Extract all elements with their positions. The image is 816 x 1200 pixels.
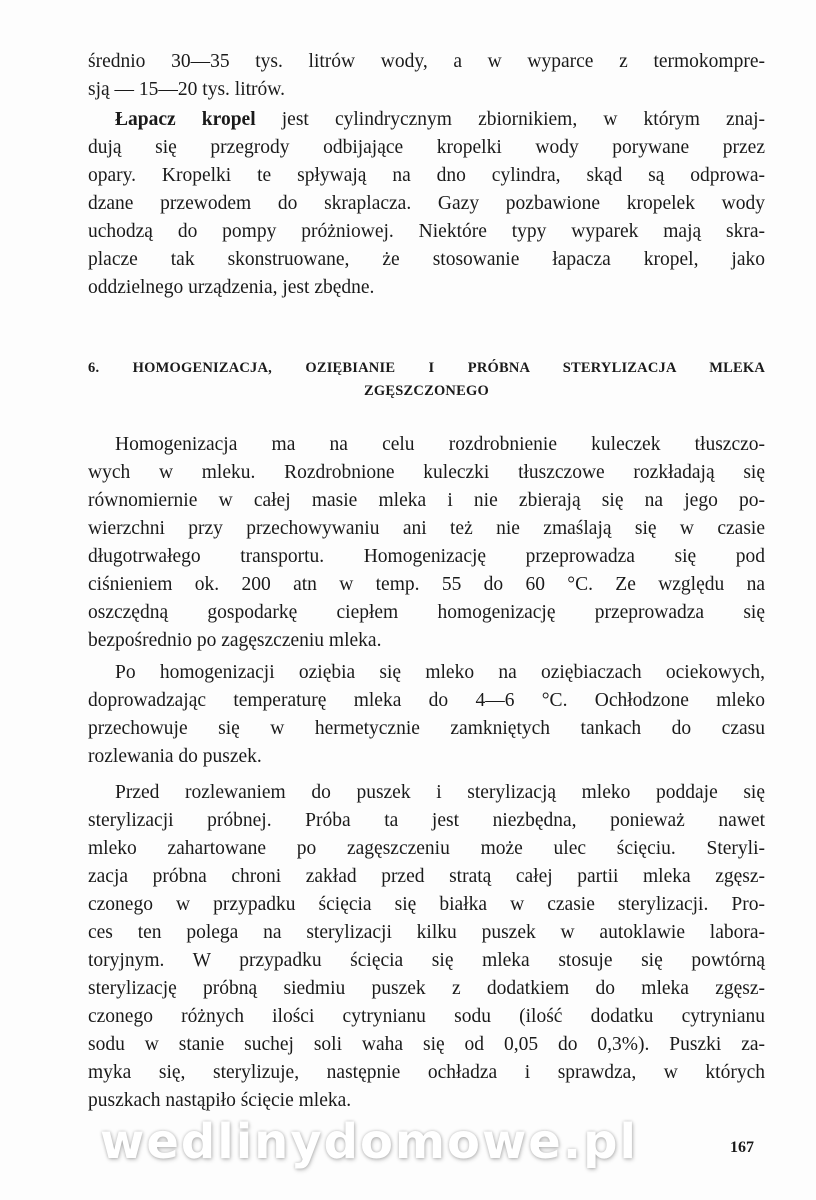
text-line: dzane przewodem do skraplacza. Gazy pozbawione kropelek wody (88, 193, 765, 214)
text-line: długotrwałego transportu. Homogenizację przeprowadza się pod (88, 546, 765, 567)
paragraph-cooling (88, 659, 765, 771)
text-line: doprowadzając temperaturę mleka do 4—6 °C. Ochłodzone mleko (88, 690, 765, 711)
text-line: uchodzą do pompy próżniowej. Niektóre typy wyparek mają skra- (88, 221, 765, 242)
heading-line: 6. HOMOGENIZACJA, OZIĘBIANIE I PRÓBNA STERYLIZACJA MLEKA (88, 360, 765, 376)
text-line: czonego w przypadku ścięcia się białka w czasie sterylizacji. Pro- (88, 894, 765, 915)
text-line: Po homogenizacji oziębia się mleko na oziębiaczach ociekowych, (115, 662, 765, 683)
text-line: sterylizację próbną siedmiu puszek z dodatkiem do mleka zgęsz- (88, 978, 765, 999)
text-line: rozlewania do puszek. (88, 746, 262, 767)
text-line: bezpośrednio po zagęszczeniu mleka. (88, 630, 382, 651)
text-line: równomiernie w całej masie mleka i nie zbierają się na jego po- (88, 490, 765, 511)
text-line: sją — 15—20 tys. litrów. (88, 79, 285, 100)
text-line: ces ten polega na sterylizacji kilku puszek w autoklawie labora- (88, 922, 765, 943)
paragraph-homogenization (88, 431, 765, 655)
watermark: wedlinydomowe.pl (100, 1114, 638, 1170)
text-line: wierzchni przy przechowywaniu ani też nie zmaślają się w czasie (88, 518, 765, 539)
text-line: średnio 30—35 tys. litrów wody, a w wyparce z termokompre- (88, 51, 765, 72)
page-number: 167 (730, 1139, 754, 1156)
text-line: Przed rozlewaniem do puszek i sterylizacją mleko poddaje się (115, 782, 765, 803)
section-heading (88, 357, 765, 403)
text-line: dują się przegrody odbijające kropelki wody porywane przez (88, 137, 765, 158)
bold-term: Łapacz kropel (115, 109, 256, 130)
text-line: wych w mleku. Rozdrobnione kuleczki tłuszczowe rozkładają się (88, 462, 765, 483)
text-line: zacja próbna chroni zakład przed stratą całej partii mleka zgęsz- (88, 866, 765, 887)
text-line: mleko zahartowane po zagęszczeniu może ulec ścięciu. Steryli- (88, 838, 765, 859)
text-line: myka się, sterylizuje, następnie ochładza i sprawdza, w których (88, 1062, 765, 1083)
text-fragment: jest cylindrycznym zbiornikiem, w którym znaj- (255, 109, 765, 130)
heading-line: ZGĘSZCZONEGO (364, 383, 489, 399)
text-line: placze tak skonstruowane, że stosowanie łapacza kropel, jako (88, 249, 765, 270)
paragraph-trial-sterilization (88, 779, 765, 1115)
text-line: oszczędną gospodarkę ciepłem homogenizację przeprowadza się (88, 602, 765, 623)
text-line: Homogenizacja ma na celu rozdrobnienie kuleczek tłuszczo- (115, 434, 765, 455)
text-line: przechowuje się w hermetycznie zamkniętych tankach do czasu (88, 718, 765, 739)
paragraph-droplet-catcher (88, 106, 765, 302)
text-line: oddzielnego urządzenia, jest zbędne. (88, 277, 375, 298)
text-line: sodu w stanie suchej soli waha się od 0,05 do 0,3%). Puszki za- (88, 1034, 765, 1055)
text-line: toryjnym. W przypadku ścięcia się mleka stosuje się powtórną (88, 950, 765, 971)
text-line: ciśnieniem ok. 200 atn w temp. 55 do 60 °C. Ze względu na (88, 574, 765, 595)
text-line: czonego różnych ilości cytrynianu sodu (ilość dodatku cytrynianu (88, 1006, 765, 1027)
text-line: puszkach nastąpiło ścięcie mleka. (88, 1090, 352, 1111)
paragraph-continuation (88, 48, 765, 104)
text-line: opary. Kropelki te spływają na dno cylindra, skąd są odprowa- (88, 165, 765, 186)
text-line: sterylizacji próbnej. Próba ta jest niezbędna, ponieważ nawet (88, 810, 765, 831)
text-line (88, 106, 765, 134)
